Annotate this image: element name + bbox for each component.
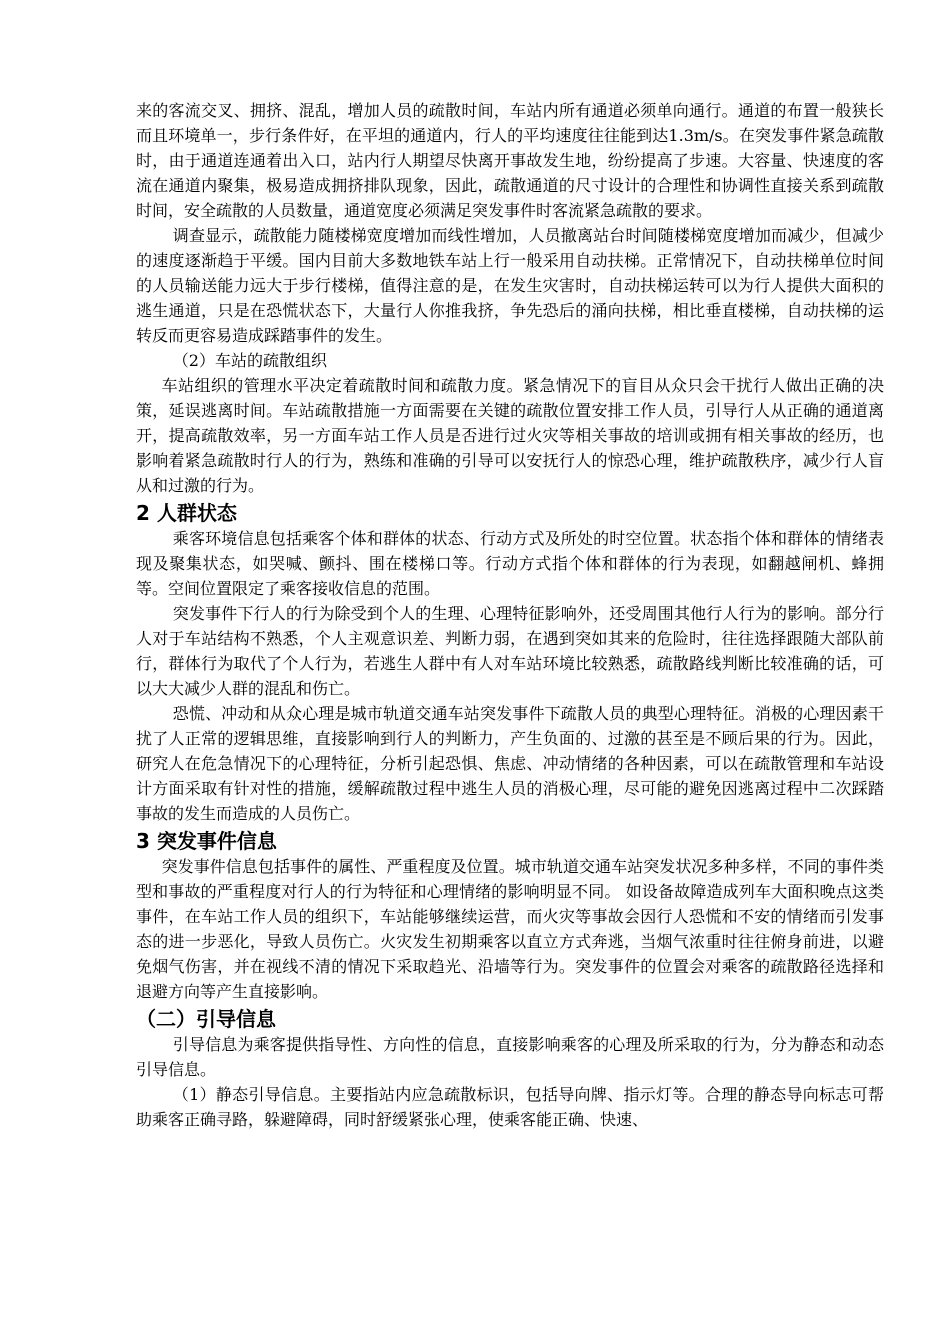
paragraph-station-management: 车站组织的管理水平决定着疏散时间和疏散力度。紧急情况下的盲目从众只会干扰行人做出正确的决策，延误逃离时间。车站疏散措施一方面需要在关键的疏散位置安排工作人员，引导行人从正确的通道离开，提高疏散效率，另一方面车站工作人员是否进行过火灾等相关事故的培训或拥有相关事故的经历，也影响着紧急疏散时行人的行为，熟练和准确的引导可以安抚行人的惊恐心理，维护疏散秩序，减少行人盲从和过激的行为。 <box>136 376 884 495</box>
paragraph-passenger-environment: 乘客环境信息包括乘客个体和群体的状态、行动方式及所处的时空位置。状态指个体和群体的情绪表现及聚集状态，如哭喊、颤抖、围在楼梯口等。行动方式指个体和群体的行为表现，如翻越闸机、蜂拥等。空间位置限定了乘客接收信息的范围。 <box>136 529 884 598</box>
paragraph-stair-capacity: 调查显示，疏散能力随楼梯宽度增加而线性增加，人员撤离站台时间随楼梯宽度增加而减少，但减少的速度逐渐趋于平缓。国内目前大多数地铁车站上行一般采用自动扶梯。正常情况下，自动扶梯单位时间的人员输送能力远大于步行楼梯，值得注意的是，在发生灾害时，自动扶梯运转可以为行人提供大面积的逃生通道，只是在恐慌状态下，大量行人你推我挤，争先恐后的涌向扶梯，相比垂直楼梯，自动扶梯的运转反而更容易造成踩踏事件的发生。 <box>136 226 884 345</box>
subheading-evacuation-organization: （2）车站的疏散组织 <box>172 351 327 370</box>
section-heading-guidance-info: （二）引导信息 <box>136 1007 276 1031</box>
paragraph-channel-design: 来的客流交叉、拥挤、混乱，增加人员的疏散时间，车站内所有通道必须单向通行。通道的布置一般狭长而且环境单一，步行条件好，在平坦的通道内，行人的平均速度往往能到达1.3m/s。在突发事件紧急疏散时，由于通道连通着出入口，站内行人期望尽快离开事故发生地，纷纷提高了步速。大容量、快速度的客流在通道内聚集，极易造成拥挤排队现象，因此，疏散通道的尺寸设计的合理性和协调性直接关系到疏散时间，安全疏散的人员数量，通道宽度必须满足突发事件时客流紧急疏散的要求。 <box>136 101 884 220</box>
paragraph-panic-psychology: 恐慌、冲动和从众心理是城市轨道交通车站突发事件下疏散人员的典型心理特征。消极的心理因素干扰了人正常的逻辑思维，直接影响到行人的判断力，产生负面的、过激的甚至是不顾后果的行为。因此，研究人在危急情况下的心理特征，分析引起恐惧、焦虑、冲动情绪的各种因素，可以在疏散管理和车站设计方面采取有针对性的措施，缓解疏散过程中逃生人员的消极心理，尽可能的避免因逃离过程中二次踩踏事故的发生而造成的人员伤亡。 <box>136 704 884 823</box>
paragraph-guidance-info: 引导信息为乘客提供指导性、方向性的信息，直接影响乘客的心理及所采取的行为，分为静态和动态引导信息。 <box>136 1035 884 1079</box>
paragraph-emergency-attributes: 突发事件信息包括事件的属性、严重程度及位置。城市轨道交通车站突发状况多种多样，不同的事件类型和事故的严重程度对行人的行为特征和心理情绪的影响明显不同。 如设备故障造成列车大面积晚点这类事件，在车站工作人员的组织下，车站能够继续运营，而火灾等事故会因行人恐慌和不安的情绪而引发事态的进一步恶化，导致人员伤亡。火灾发生初期乘客以直立方式奔逃，当烟气浓重时往往俯身前进，以避免烟气伤害，并在视线不清的情况下采取趋光、沿墙等行为。突发事件的位置会对乘客的疏散路径选择和退避方向等产生直接影响。 <box>136 857 884 1001</box>
section-heading-emergency-info: 3 突发事件信息 <box>136 829 277 853</box>
document-page <box>136 98 884 1132</box>
paragraph-pedestrian-behavior: 突发事件下行人的行为除受到个人的生理、心理特征影响外，还受周围其他行人行为的影响。部分行人对于车站结构不熟悉，个人主观意识差、判断力弱，在遇到突如其来的危险时，往往选择跟随大部队前行，群体行为取代了个人行为，若逃生人群中有人对车站环境比较熟悉，疏散路线判断比较准确的话，可以大大减少人群的混乱和伤亡。 <box>136 604 884 698</box>
section-heading-crowd-state: 2 人群状态 <box>136 501 237 525</box>
paragraph-static-guidance: （1）静态引导信息。主要指站内应急疏散标识，包括导向牌、指示灯等。合理的静态导向标志可帮助乘客正确寻路，躲避障碍，同时舒缓紧张心理，使乘客能正确、快速、 <box>136 1085 884 1129</box>
